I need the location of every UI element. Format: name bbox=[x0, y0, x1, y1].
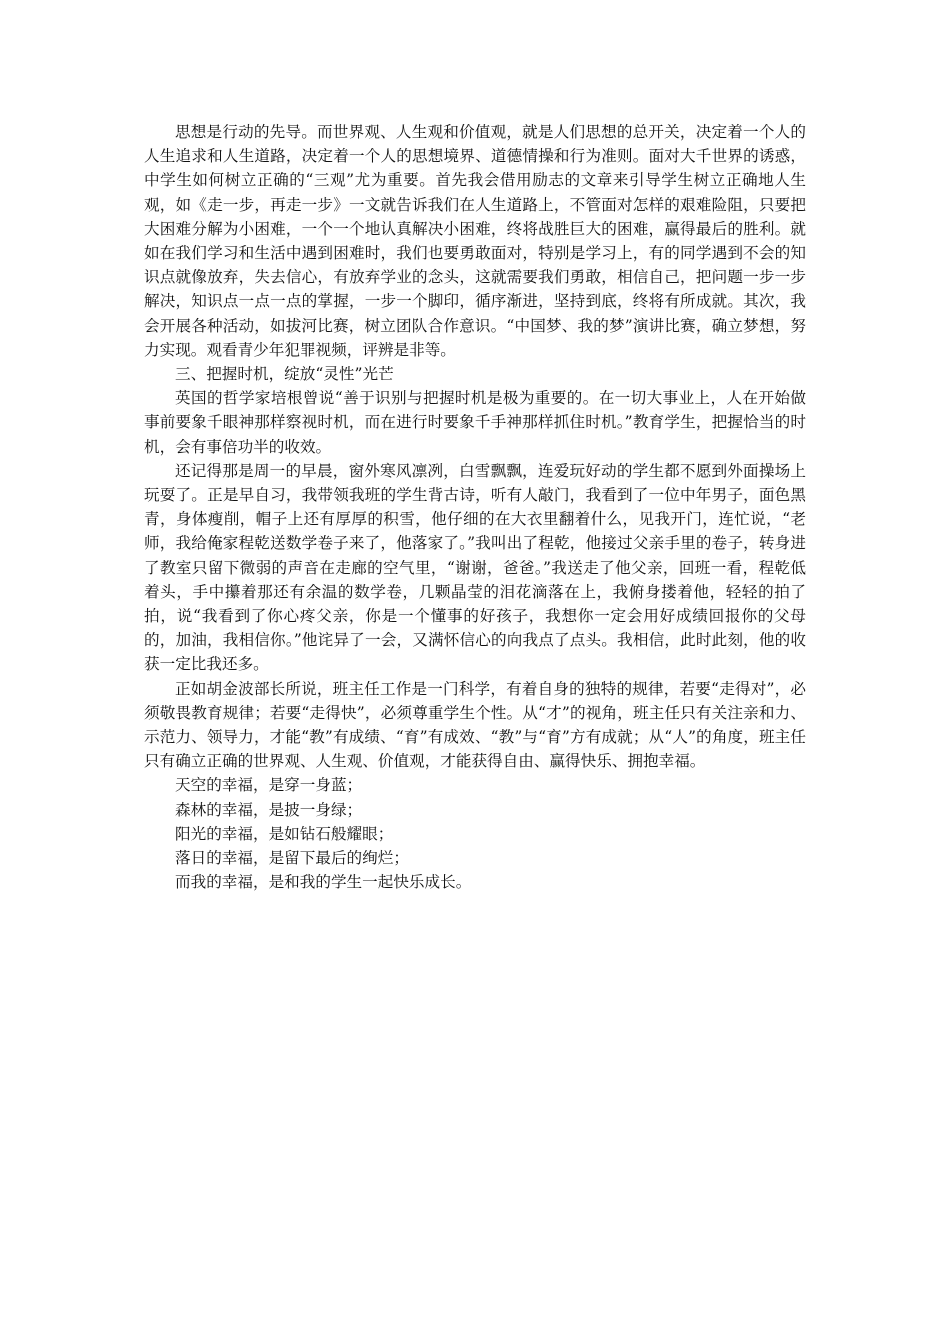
poem-line: 天空的幸福，是穿一身蓝； bbox=[175, 776, 363, 795]
paragraph-worldview: 思想是行动的先导。而世界观、人生观和价值观，就是人们思想的总开关，决定着一个人的人生追求和人生道路，决定着一个人的思想境界、道德情操和行为准则。面对大千世界的诱惑，中学生如何树立正确的“三观”尤为重要。首先我会借用励志的文章来引导学生树立正确地人生观，如《走一步，再走一步》一文就告诉我们在人生道路上，不管面对怎样的艰难险阻，只要把大困难分解为小困难，一个一个地认真解决小困难，终将战胜巨大的困难，赢得最后的胜利。就如在我们学习和生活中遇到困难时，我们也要勇敢面对，特别是学习上，有的同学遇到不会的知识点就像放弃，失去信心，有放弃学业的念头，这就需要我们勇敢，相信自己，把问题一步一步解决，知识点一点一点的掌握，一步一个脚印，循序渐进，坚持到底，终将有所成就。其次，我会开展各种活动，如拔河比赛，树立团队合作意识。“中国梦、我的梦”演讲比赛，确立梦想，努力实现。观看青少年犯罪视频，评辨是非等。 bbox=[144, 123, 806, 359]
poem-line: 阳光的幸福，是如钻石般耀眼； bbox=[175, 824, 394, 843]
paragraph-conclusion: 正如胡金波部长所说，班主任工作是一门科学，有着自身的独特的规律，若要“走得对”，必须敬畏教育规律；若要“走得快”，必须尊重学生个性。从“才”的视角，班主任只有关注亲和力、示范力、领导力，才能“教”有成绩、“育”有成效、“教”与“育”方有成就；从“人”的角度，班主任只有确立正确的世界观、人生观、价值观，才能获得自由、赢得快乐、拥抱幸福。 bbox=[144, 679, 806, 771]
poem-line: 森林的幸福，是披一身绿； bbox=[175, 800, 363, 819]
paragraph-story: 还记得那是周一的早晨，窗外寒风凛冽，白雪飘飘，连爱玩好动的学生都不愿到外面操场上玩耍了。正是早自习，我带领我班的学生背古诗，听有人敲门，我看到了一位中年男子，面色黑青，身体瘦削，帽子上还有厚厚的积雪，他仔细的在大衣里翻着什么，见我开门，连忙说，“老师，我给俺家程乾送数学卷子来了，他落家了。”我叫出了程乾，他接过父亲手里的卷子，转身进了教室只留下微弱的声音在走廊的空气里，“谢谢，爸爸。”我送走了他父亲，回班一看，程乾低着头，手中攥着那还有余温的数学卷，几颗晶莹的泪花滴落在上，我俯身搂着他，轻轻的拍了拍，说“我看到了你心疼父亲，你是一个懂事的好孩子，我想你一定会用好成绩回报你的父母的，加油，我相信你。”他诧异了一会，又满怀信心的向我点了点头。我相信，此时此刻，他的收获一定比我还多。 bbox=[144, 461, 806, 674]
paragraph-bacon-quote: 英国的哲学家培根曾说“善于识别与把握时机是极为重要的。在一切大事业上，人在开始做事前要象千眼神那样察视时机，而在进行时要象千手神那样抓住时机。”教育学生，把握恰当的时机，会有事倍功半的收效。 bbox=[144, 389, 806, 456]
section-heading: 三、把握时机，绽放“灵性”光芒 bbox=[175, 365, 394, 384]
poem-line: 而我的幸福，是和我的学生一起快乐成长。 bbox=[175, 873, 472, 892]
poem-line: 落日的幸福，是留下最后的绚烂； bbox=[175, 849, 409, 868]
document-body bbox=[144, 120, 806, 895]
